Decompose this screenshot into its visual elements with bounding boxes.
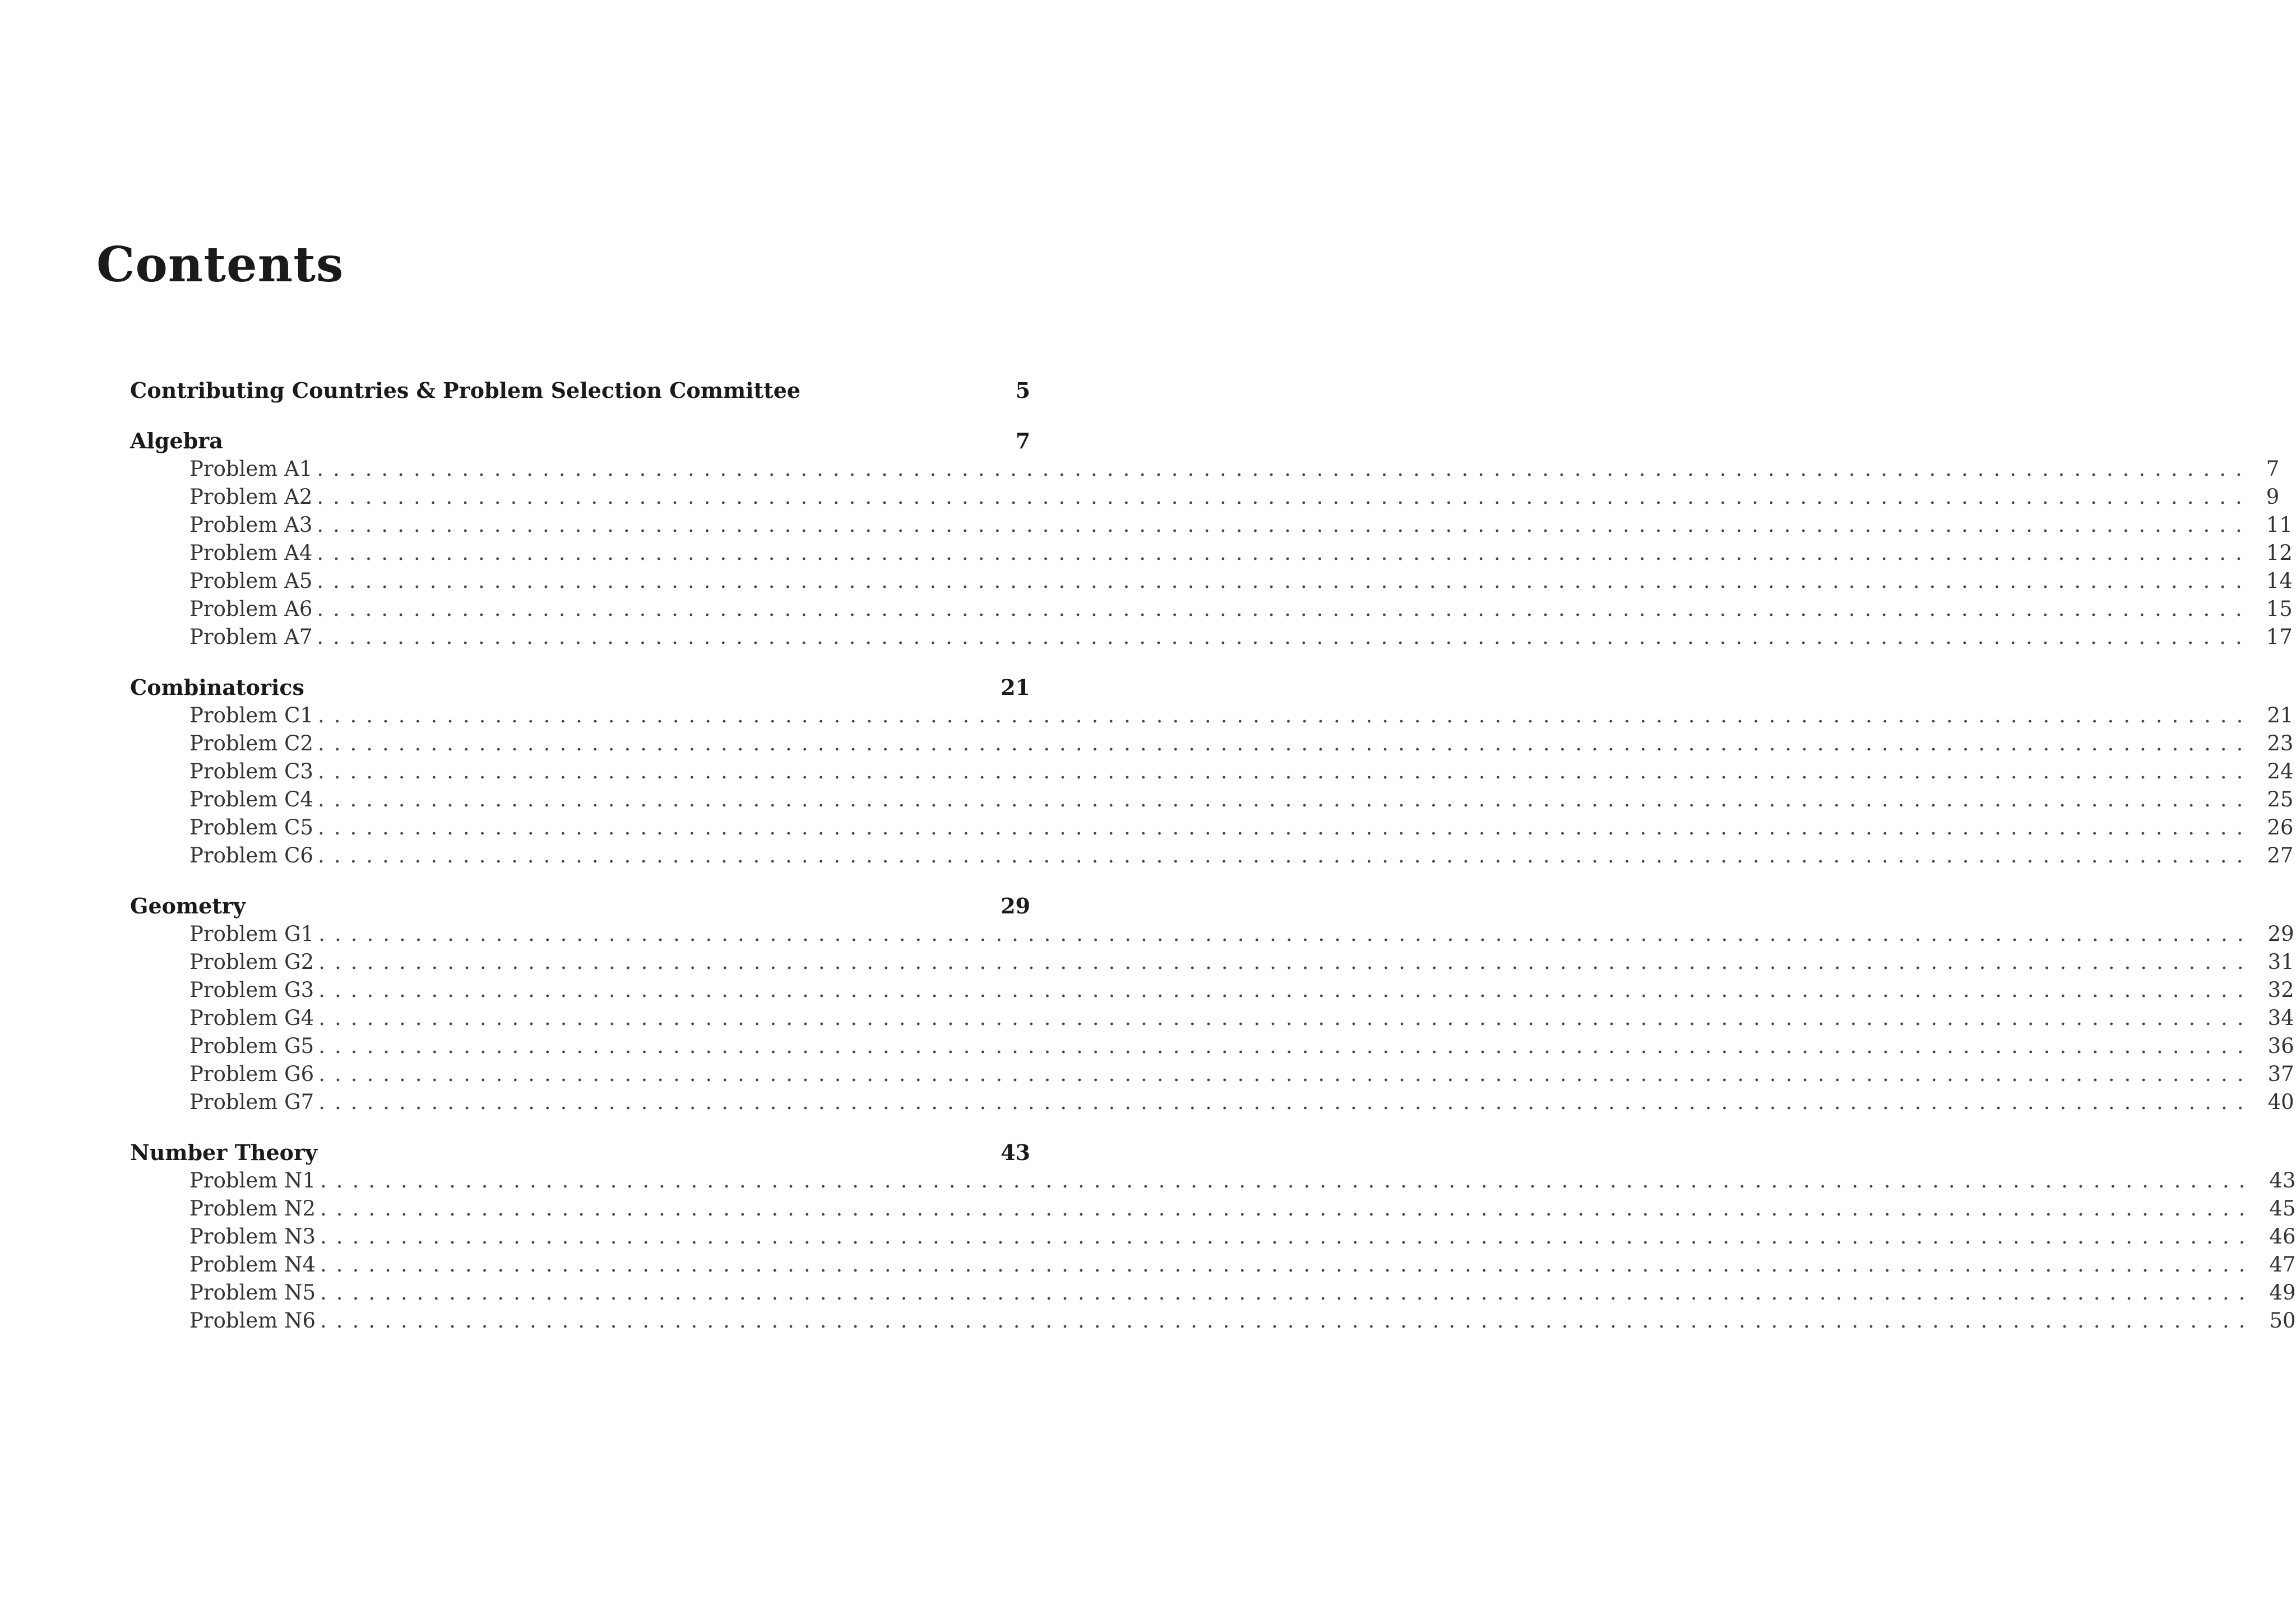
entry-label: Problem G4 bbox=[189, 1006, 314, 1030]
dot-leader: ........................................................................................................................ bbox=[320, 1280, 2255, 1305]
dot-leader: ........................................................................................................................ bbox=[317, 569, 2252, 593]
section-page-number: 43 bbox=[1001, 1140, 1030, 1165]
toc-entry[interactable] bbox=[130, 758, 2294, 786]
entry-label: Problem N6 bbox=[189, 1309, 316, 1333]
section-title: Contributing Countries & Problem Selection Committee bbox=[130, 378, 801, 403]
entry-page-number: 17 bbox=[2266, 625, 2293, 649]
entry-page-number: 49 bbox=[2269, 1280, 2296, 1305]
entry-label: Problem G5 bbox=[189, 1034, 314, 1058]
toc-entry[interactable] bbox=[130, 920, 2294, 948]
dot-leader: ........................................................................................................................ bbox=[320, 1196, 2255, 1221]
toc-entry[interactable] bbox=[130, 1032, 2294, 1060]
dot-leader: ........................................................................................................................ bbox=[317, 703, 2253, 727]
entry-label: Problem G3 bbox=[189, 978, 314, 1002]
dot-leader: ........................................................................................................................ bbox=[318, 922, 2253, 946]
toc-entry[interactable] bbox=[130, 1223, 2296, 1251]
toc-entry[interactable] bbox=[130, 948, 2294, 976]
dot-leader: ........................................................................................................................ bbox=[318, 950, 2253, 974]
dot-leader: ........................................................................................................................ bbox=[317, 457, 2252, 481]
dot-leader: ........................................................................................................................ bbox=[318, 1062, 2253, 1086]
toc-entry[interactable] bbox=[130, 1004, 2294, 1032]
entry-label: Problem A4 bbox=[189, 541, 313, 565]
entry-page-number: 45 bbox=[2269, 1196, 2296, 1221]
dot-leader: ........................................................................................................................ bbox=[317, 541, 2252, 565]
entry-page-number: 29 bbox=[2267, 922, 2294, 946]
section-page-number: 5 bbox=[1015, 378, 1030, 403]
entry-page-number: 34 bbox=[2267, 1006, 2294, 1030]
dot-leader: ........................................................................................................................ bbox=[320, 1224, 2255, 1249]
dot-leader: ........................................................................................................................ bbox=[317, 731, 2253, 755]
entry-page-number: 9 bbox=[2266, 485, 2280, 509]
entry-label: Problem C6 bbox=[189, 843, 313, 867]
toc-entry[interactable] bbox=[130, 1088, 2294, 1116]
entry-label: Problem N1 bbox=[189, 1168, 316, 1193]
entry-label: Problem G6 bbox=[189, 1062, 314, 1086]
dot-leader: ........................................................................................................................ bbox=[317, 625, 2252, 649]
entry-page-number: 37 bbox=[2267, 1062, 2294, 1086]
toc-section-heading[interactable] bbox=[130, 892, 1030, 920]
toc-entry[interactable] bbox=[130, 567, 2293, 595]
entry-page-number: 40 bbox=[2267, 1090, 2294, 1114]
toc-section bbox=[130, 377, 1030, 405]
page-title: Contents bbox=[96, 236, 344, 293]
toc-entry[interactable] bbox=[130, 842, 2294, 870]
toc-entry[interactable] bbox=[130, 511, 2293, 539]
entry-label: Problem N5 bbox=[189, 1280, 316, 1305]
dot-leader: ........................................................................................................................ bbox=[318, 978, 2253, 1002]
table-of-contents bbox=[130, 377, 2296, 1357]
section-title: Algebra bbox=[130, 428, 223, 453]
toc-section bbox=[130, 892, 2294, 1116]
entry-page-number: 25 bbox=[2267, 787, 2294, 811]
entry-label: Problem C3 bbox=[189, 759, 313, 783]
toc-entry[interactable] bbox=[130, 623, 2293, 651]
toc-entry[interactable] bbox=[130, 483, 2280, 511]
entry-label: Problem C5 bbox=[189, 815, 313, 839]
toc-section-heading[interactable] bbox=[130, 377, 1030, 405]
dot-leader: ........................................................................................................................ bbox=[317, 759, 2253, 783]
entry-page-number: 47 bbox=[2269, 1252, 2296, 1277]
entry-label: Problem C2 bbox=[189, 731, 313, 755]
entry-page-number: 31 bbox=[2267, 950, 2294, 974]
dot-leader: ........................................................................................................................ bbox=[318, 1090, 2253, 1114]
entry-page-number: 11 bbox=[2266, 513, 2293, 537]
toc-entry[interactable] bbox=[130, 455, 2280, 483]
toc-section-heading[interactable] bbox=[130, 427, 1030, 455]
entry-page-number: 15 bbox=[2266, 597, 2293, 621]
entry-label: Problem C1 bbox=[189, 703, 313, 727]
entry-page-number: 46 bbox=[2269, 1224, 2296, 1249]
dot-leader: ........................................................................................................................ bbox=[320, 1252, 2255, 1277]
toc-entry[interactable] bbox=[130, 1251, 2296, 1279]
section-page-number: 7 bbox=[1015, 428, 1030, 453]
entry-label: Problem N2 bbox=[189, 1196, 316, 1221]
toc-entry[interactable] bbox=[130, 1195, 2296, 1223]
entry-page-number: 43 bbox=[2269, 1168, 2296, 1193]
dot-leader: ........................................................................................................................ bbox=[317, 597, 2252, 621]
toc-entry[interactable] bbox=[130, 730, 2294, 758]
dot-leader: ........................................................................................................................ bbox=[317, 513, 2252, 537]
dot-leader: ........................................................................................................................ bbox=[318, 1034, 2253, 1058]
entry-label: Problem G2 bbox=[189, 950, 314, 974]
toc-entry[interactable] bbox=[130, 702, 2294, 730]
toc-entry[interactable] bbox=[130, 1279, 2296, 1307]
entry-page-number: 7 bbox=[2266, 457, 2280, 481]
toc-section-heading[interactable] bbox=[130, 674, 1030, 702]
entry-label: Problem N4 bbox=[189, 1252, 316, 1277]
dot-leader: ........................................................................................................................ bbox=[317, 843, 2253, 867]
dot-leader: ........................................................................................................................ bbox=[318, 1006, 2253, 1030]
section-page-number: 21 bbox=[1001, 675, 1030, 700]
entry-page-number: 36 bbox=[2267, 1034, 2294, 1058]
toc-section bbox=[130, 1139, 2296, 1335]
entry-label: Problem A7 bbox=[189, 625, 313, 649]
toc-entry[interactable] bbox=[130, 539, 2293, 567]
section-title: Geometry bbox=[130, 893, 246, 918]
entry-label: Problem A1 bbox=[189, 457, 313, 481]
entry-label: Problem G1 bbox=[189, 922, 314, 946]
section-title: Combinatorics bbox=[130, 675, 304, 700]
section-title: Number Theory bbox=[130, 1140, 318, 1165]
entry-label: Problem C4 bbox=[189, 787, 313, 811]
section-page-number: 29 bbox=[1001, 893, 1030, 918]
dot-leader: ........................................................................................................................ bbox=[317, 815, 2253, 839]
toc-section-heading[interactable] bbox=[130, 1139, 1030, 1167]
entry-label: Problem N3 bbox=[189, 1224, 316, 1249]
toc-section bbox=[130, 674, 2294, 870]
dot-leader: ........................................................................................................................ bbox=[317, 485, 2252, 509]
toc-section bbox=[130, 427, 2293, 651]
entry-label: Problem A5 bbox=[189, 569, 313, 593]
entry-label: Problem A6 bbox=[189, 597, 313, 621]
entry-page-number: 50 bbox=[2269, 1309, 2296, 1333]
toc-entry[interactable] bbox=[130, 1060, 2294, 1088]
toc-entry[interactable] bbox=[130, 1167, 2296, 1195]
toc-entry[interactable] bbox=[130, 595, 2293, 623]
entry-label: Problem A2 bbox=[189, 485, 313, 509]
toc-entry[interactable] bbox=[130, 1307, 2296, 1335]
entry-label: Problem A3 bbox=[189, 513, 313, 537]
dot-leader: ........................................................................................................................ bbox=[320, 1309, 2255, 1333]
dot-leader: ........................................................................................................................ bbox=[320, 1168, 2255, 1193]
dot-leader: ........................................................................................................................ bbox=[317, 787, 2253, 811]
entry-label: Problem G7 bbox=[189, 1090, 314, 1114]
entry-page-number: 21 bbox=[2267, 703, 2294, 727]
toc-entry[interactable] bbox=[130, 814, 2294, 842]
entry-page-number: 23 bbox=[2267, 731, 2294, 755]
toc-entry[interactable] bbox=[130, 976, 2294, 1004]
entry-page-number: 12 bbox=[2266, 541, 2293, 565]
entry-page-number: 32 bbox=[2267, 978, 2294, 1002]
entry-page-number: 27 bbox=[2267, 843, 2294, 867]
entry-page-number: 26 bbox=[2267, 815, 2294, 839]
toc-entry[interactable] bbox=[130, 786, 2294, 814]
entry-page-number: 24 bbox=[2267, 759, 2294, 783]
entry-page-number: 14 bbox=[2266, 569, 2293, 593]
